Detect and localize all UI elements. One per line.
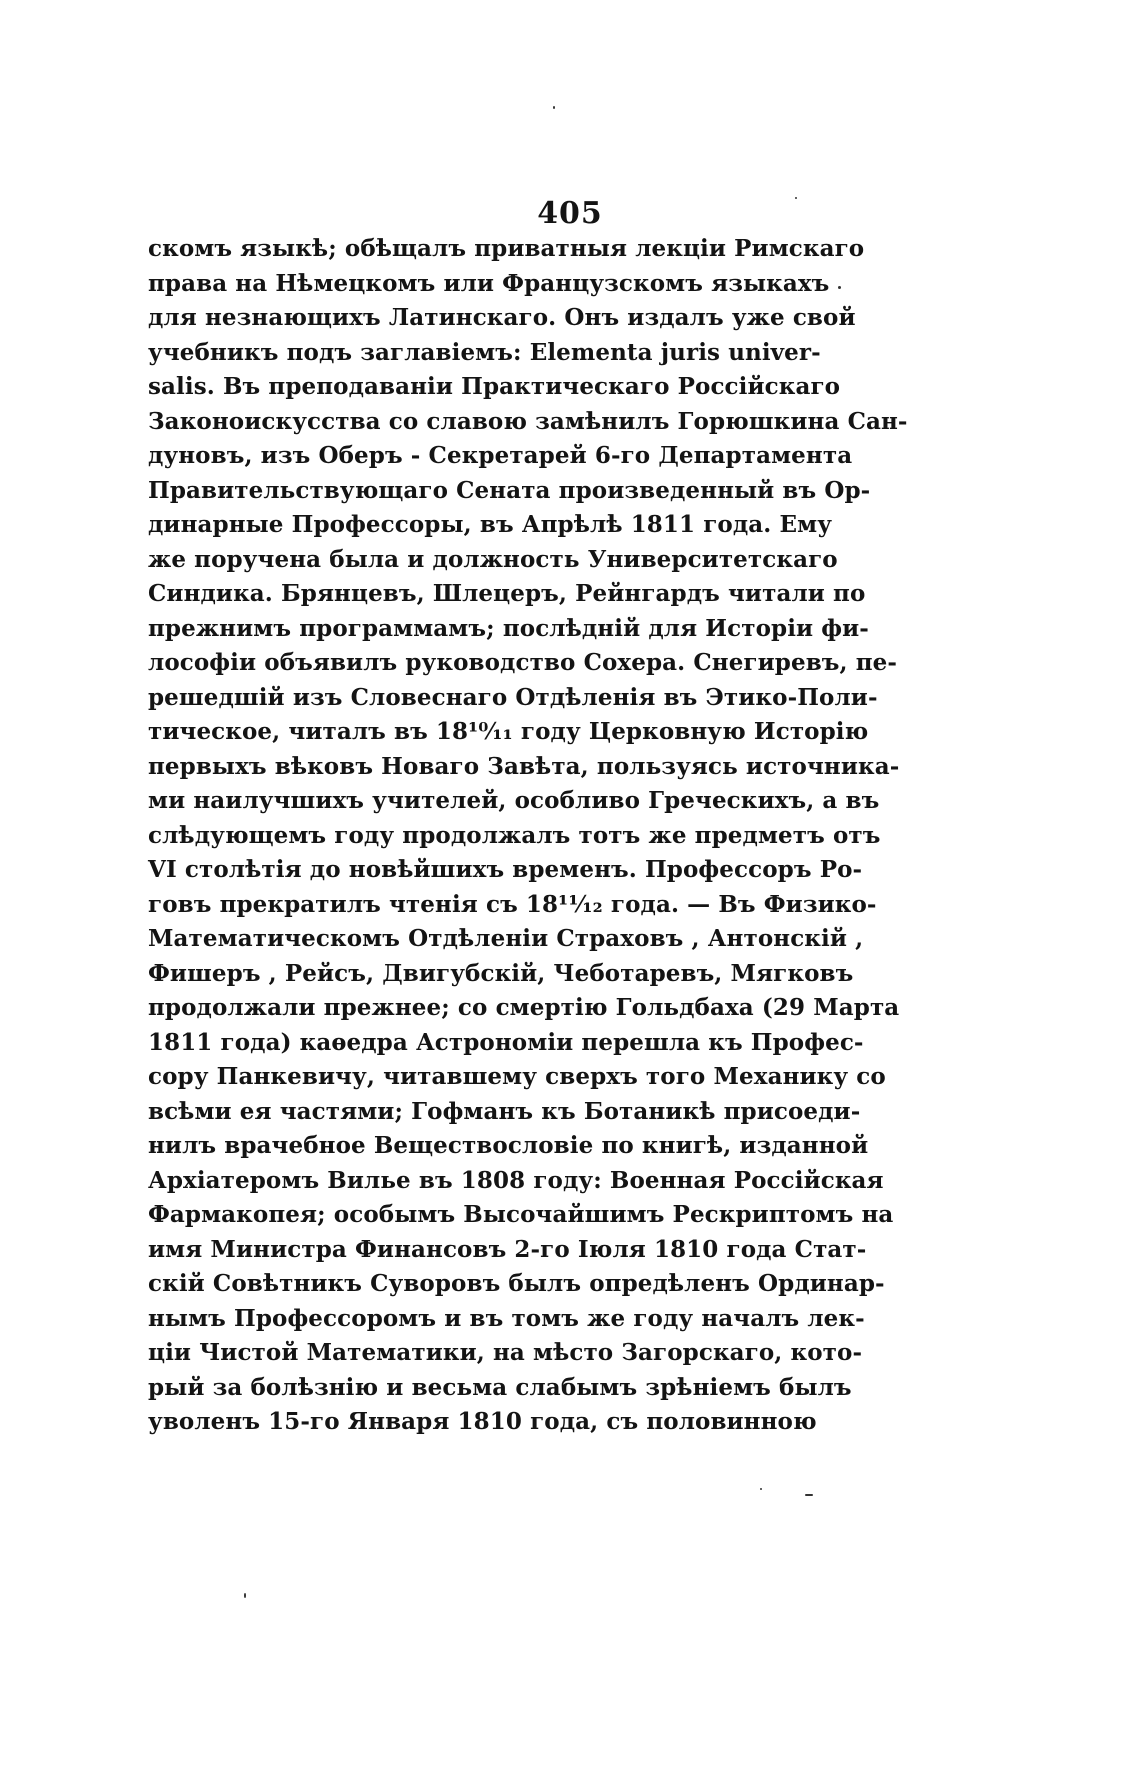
text-line: 1811 года) каѳедра Астрономіи перешла къ Профес- xyxy=(148,1028,864,1056)
text-line: всѣми ея частями; Гофманъ къ Ботаникѣ присоеди- xyxy=(148,1097,861,1125)
text-line: скомъ языкѣ; обѣщалъ приватныя лекціи Римскаго xyxy=(148,235,865,262)
text-line: Правительствующаго Сената произведенный въ Ор- xyxy=(148,476,871,504)
text-line: тическое, читалъ въ 18¹⁰⁄₁₁ году Церковную Исторію xyxy=(148,718,869,745)
text-line: же поручена была и должность Университетскаго xyxy=(148,545,838,573)
text-line: лософіи объявилъ руководство Сохера. Снегиревъ, пе- xyxy=(148,649,898,676)
text-line: нилъ врачебное Веществословіе по книгѣ, изданной xyxy=(148,1132,869,1159)
text-line: слѣдующемъ году продолжалъ тотъ же предметъ отъ xyxy=(148,821,881,849)
text-line: говъ прекратилъ чтенія съ 18¹¹⁄₁₂ года. — Въ Физико- xyxy=(148,890,877,918)
text-line: Синдика. Брянцевъ, Шлецеръ, Рейнгардъ читали по xyxy=(148,580,866,607)
text-line: Математическомъ Отдѣленіи Страховъ , Антонскій , xyxy=(148,925,864,952)
text-line: уволенъ 15-го Января 1810 года, съ половинною xyxy=(148,1408,817,1435)
text-line: динарные Профессоры, въ Апрѣлѣ 1811 года. Ему xyxy=(148,511,833,538)
text-line: Законоискусства со славою замѣнилъ Горюшкина Сан- xyxy=(148,407,908,435)
text-line: рый за болѣзнію и весьма слабымъ зрѣніемъ былъ xyxy=(148,1373,852,1401)
text-line: решедшій изъ Словеснаго Отдѣленія въ Этико-Поли- xyxy=(148,683,878,711)
page-number: 405 xyxy=(537,196,603,231)
text-line: имя Министра Финансовъ 2-го Іюля 1810 года Стат- xyxy=(148,1235,867,1263)
scan-speck xyxy=(244,1593,246,1598)
text-line: продолжали прежнее; со смертію Гольдбаха (29 Марта xyxy=(148,994,900,1021)
text-line: Фишеръ , Рейсъ, Двигубскій, Чеботаревъ, Мягковъ xyxy=(148,959,854,987)
text-line: дуновъ, изъ Оберъ - Секретарей 6-го Департамента xyxy=(148,442,853,469)
text-line: первыхъ вѣковъ Новаго Завѣта, пользуясь источника- xyxy=(148,752,900,780)
text-line: нымъ Профессоромъ и въ томъ же году началъ лек- xyxy=(148,1304,865,1332)
text-line: salis. Въ преподаваніи Практическаго Россійскаго xyxy=(148,373,841,400)
scan-speck xyxy=(805,1494,813,1496)
body-text xyxy=(148,232,908,1440)
scan-speck xyxy=(553,106,555,109)
text-line: ми наилучшихъ учителей, особливо Греческихъ, а въ xyxy=(148,787,880,814)
text-line: сору Панкевичу, читавшему сверхъ того Механику со xyxy=(148,1063,886,1090)
text-line: скій Совѣтникъ Суворовъ былъ опредѣленъ Ординар- xyxy=(148,1270,885,1297)
text-line: учебникъ подъ заглавіемъ: Elementa juris univer- xyxy=(148,338,821,366)
text-line: права на Нѣмецкомъ или Французскомъ языкахъ xyxy=(148,269,830,297)
text-line: прежнимъ программамъ; послѣдній для Исторіи фи- xyxy=(148,614,869,642)
text-line: для незнающихъ Латинскаго. Онъ издалъ уже свой xyxy=(148,304,856,331)
text-line: Фармакопея; особымъ Высочайшимъ Рескриптомъ на xyxy=(148,1201,894,1228)
scan-speck xyxy=(760,1488,762,1490)
scan-speck xyxy=(838,286,841,289)
text-line: VI столѣтія до новѣйшихъ временъ. Профессоръ Ро- xyxy=(148,856,863,883)
scan-speck xyxy=(795,197,797,199)
text-line: ціи Чистой Математики, на мѣсто Загорскаго, кото- xyxy=(148,1339,863,1366)
text-line: Архіатеромъ Вилье въ 1808 году: Военная Россійская xyxy=(148,1166,884,1194)
